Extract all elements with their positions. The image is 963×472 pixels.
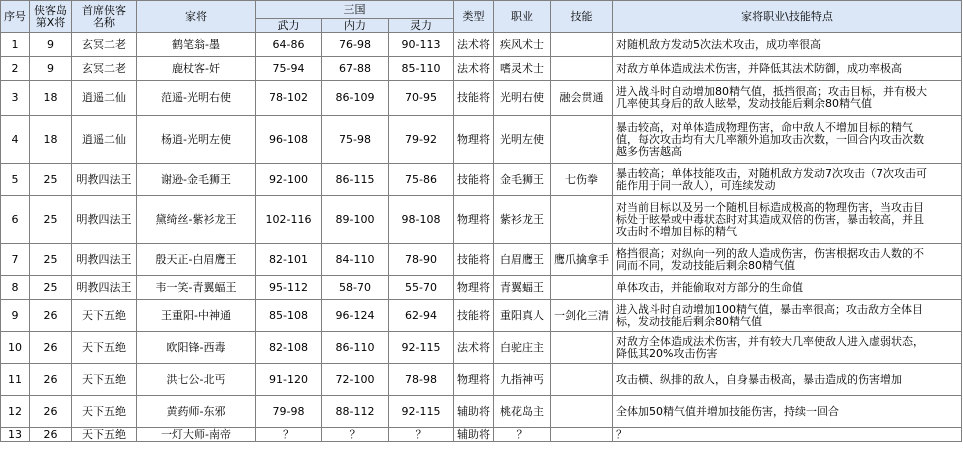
cell-wuli[interactable]: 75-94 (256, 57, 322, 81)
cell-chief-name[interactable]: 明教四法王 (72, 196, 137, 244)
cell-lingli[interactable]: 98-108 (389, 196, 454, 244)
cell-island-rank[interactable]: 18 (30, 81, 72, 116)
cell-type[interactable]: 法术将 (454, 33, 494, 57)
cell-wuli[interactable]: ？ (256, 428, 322, 442)
cell-type[interactable]: 物理将 (454, 116, 494, 164)
cell-type[interactable]: 技能将 (454, 81, 494, 116)
cell-lingli[interactable]: 78-90 (389, 244, 454, 276)
cell-neili[interactable]: 89-100 (322, 196, 389, 244)
cell-skill[interactable]: 融会贯通 (551, 81, 613, 116)
header-job: 职业 (494, 1, 551, 33)
desc-line: 暴击较高；单体技能攻击，对随机敌方发动7次攻击（7次攻击可 (616, 166, 927, 180)
cell-lingli[interactable]: 55-70 (389, 276, 454, 300)
cell-desc[interactable] (613, 116, 962, 164)
cell-wuli[interactable]: 92-100 (256, 164, 322, 196)
header-type: 类型 (454, 1, 494, 33)
header-wuli: 武力 (256, 19, 322, 33)
cell-general[interactable]: 洪七公-北丐 (137, 364, 256, 396)
table-row (1, 428, 962, 442)
cell-desc[interactable] (613, 332, 962, 364)
table-row (1, 276, 962, 300)
cell-desc[interactable] (613, 81, 962, 116)
cell-lingli[interactable]: 79-92 (389, 116, 454, 164)
desc-line: 攻击时不增加目标的精气 (616, 224, 737, 238)
header-sanguo: 三国 (256, 1, 454, 19)
desc-line: 对随机敌方发动5次法术攻击，成功率很高 (616, 37, 821, 51)
cell-island-rank[interactable]: 25 (30, 244, 72, 276)
desc-line: 值，每次攻击均有大几率额外追加攻击次数，一回合内攻击次数 (616, 132, 924, 146)
cell-job[interactable]: 白驼庄主 (494, 332, 551, 364)
table-row (1, 364, 962, 396)
cell-skill[interactable] (551, 276, 613, 300)
cell-no[interactable]: 10 (1, 332, 30, 364)
cell-general[interactable]: 鹿杖客-奸 (137, 57, 256, 81)
desc-line: 标处于眩晕或中毒状态时对其造成双倍的伤害，暴击较高，并且 (616, 212, 924, 226)
cell-skill[interactable] (551, 332, 613, 364)
cell-lingli[interactable]: 70-95 (389, 81, 454, 116)
desc-line: 几率使其身后的敌人眩晕，发动技能后剩余80精气值 (616, 97, 872, 110)
desc-line: 对敌方单体造成法术伤害，并降低其法术防御，成功率极高 (616, 61, 902, 75)
desc-line: 全体加50精气值并增加技能伤害，持续一回合 (616, 404, 839, 418)
table-row (1, 116, 962, 164)
desc-line: 降低其20%攻击伤害 (616, 346, 718, 360)
cell-no[interactable]: 2 (1, 57, 30, 81)
cell-neili[interactable]: 88-112 (322, 396, 389, 428)
cell-neili[interactable]: 75-98 (322, 116, 389, 164)
cell-island-rank[interactable]: 26 (30, 300, 72, 332)
cell-skill[interactable] (551, 196, 613, 244)
cell-wuli[interactable]: 96-108 (256, 116, 322, 164)
desc-line: 攻击横、纵排的敌人，自身暴击极高，暴击造成的伤害增加 (616, 372, 902, 386)
cell-no[interactable]: 12 (1, 396, 30, 428)
cell-type[interactable]: 物理将 (454, 364, 494, 396)
cell-wuli[interactable]: 79-98 (256, 396, 322, 428)
cell-no[interactable]: 11 (1, 364, 30, 396)
cell-no[interactable]: 3 (1, 81, 30, 116)
cell-skill[interactable] (551, 428, 613, 442)
cell-wuli[interactable]: 95-112 (256, 276, 322, 300)
cell-job[interactable]: 白眉鹰王 (494, 244, 551, 276)
cell-lingli[interactable]: ？ (389, 428, 454, 442)
cell-desc[interactable] (613, 57, 962, 81)
cell-chief-name[interactable]: 明教四法王 (72, 244, 137, 276)
cell-desc[interactable] (613, 33, 962, 57)
cell-job[interactable]: 桃花岛主 (494, 396, 551, 428)
cell-chief-name[interactable]: 玄冥二老 (72, 33, 137, 57)
cell-skill[interactable] (551, 396, 613, 428)
cell-job[interactable]: ？ (494, 428, 551, 442)
cell-desc[interactable] (613, 428, 962, 442)
cell-general[interactable]: 王重阳-中神通 (137, 300, 256, 332)
cell-no[interactable]: 1 (1, 33, 30, 57)
cell-chief-name[interactable]: 逍遥二仙 (72, 81, 137, 116)
cell-lingli[interactable]: 62-94 (389, 300, 454, 332)
cell-type[interactable]: 技能将 (454, 244, 494, 276)
table-row (1, 57, 962, 81)
cell-general[interactable]: 欧阳锋-西毒 (137, 332, 256, 364)
cell-desc[interactable] (613, 396, 962, 428)
cell-lingli[interactable]: 78-98 (389, 364, 454, 396)
cell-job[interactable]: 九指神丐 (494, 364, 551, 396)
cell-skill[interactable] (551, 33, 613, 57)
cell-island-rank[interactable]: 26 (30, 396, 72, 428)
desc-line: 对当前目标以及另一个随机目标造成极高的物理伤害，当攻击目 (616, 200, 924, 214)
desc-line: 暴击较高，对单体造成物理伤害，命中敌人不增加目标的精气 (616, 120, 913, 134)
table-row (1, 332, 962, 364)
cell-general[interactable]: 鹤笔翁-墨 (137, 33, 256, 57)
cell-type[interactable]: 辅助将 (454, 428, 494, 442)
cell-island-rank[interactable]: 25 (30, 164, 72, 196)
table-row (1, 244, 962, 276)
cell-island-rank[interactable]: 26 (30, 428, 72, 442)
cell-desc[interactable] (613, 164, 962, 196)
header-desc: 家将职业\技能特点 (613, 1, 962, 33)
desc-line: 能作用于同一敌人），可连续发动 (616, 178, 776, 192)
cell-chief-name[interactable]: 明教四法王 (72, 276, 137, 300)
cell-lingli[interactable]: 92-115 (389, 332, 454, 364)
table-row (1, 164, 962, 196)
cell-island-rank[interactable]: 18 (30, 116, 72, 164)
desc-line: 格挡很高；对纵向一列的敌人造成伤害，伤害根据攻击人数的不 (616, 246, 924, 260)
cell-skill[interactable] (551, 116, 613, 164)
cell-lingli[interactable]: 90-113 (389, 33, 454, 57)
table-body (1, 33, 962, 442)
cell-neili[interactable]: 96-124 (322, 300, 389, 332)
cell-general[interactable]: 殷天正-白眉鹰王 (137, 244, 256, 276)
cell-general[interactable]: 黄药师-东邪 (137, 396, 256, 428)
cell-general[interactable]: 谢逊-金毛狮王 (137, 164, 256, 196)
cell-chief-name[interactable]: 逍遥二仙 (72, 116, 137, 164)
desc-line: 越多伤害越高 (616, 144, 682, 158)
cell-type[interactable]: 技能将 (454, 300, 494, 332)
cell-type[interactable]: 法术将 (454, 332, 494, 364)
desc-line: 进入战斗时自动增加80精气值，抵挡很高；攻击目标，并有极大 (616, 85, 927, 98)
cell-chief-name[interactable]: 玄冥二老 (72, 57, 137, 81)
cell-skill[interactable]: 一剑化三清 (551, 300, 613, 332)
cell-chief-name[interactable]: 天下五绝 (72, 332, 137, 364)
cell-skill[interactable]: 七伤拳 (551, 164, 613, 196)
table-row (1, 300, 962, 332)
cell-neili[interactable]: 72-100 (322, 364, 389, 396)
cell-wuli[interactable]: 91-120 (256, 364, 322, 396)
cell-general[interactable]: 一灯大师-南帝 (137, 428, 256, 442)
cell-neili[interactable]: 67-88 (322, 57, 389, 81)
cell-desc[interactable] (613, 300, 962, 332)
cell-no[interactable]: 13 (1, 428, 30, 442)
cell-type[interactable]: 辅助将 (454, 396, 494, 428)
cell-wuli[interactable]: 85-108 (256, 300, 322, 332)
cell-lingli[interactable]: 85-110 (389, 57, 454, 81)
header-lingli: 灵力 (389, 19, 454, 33)
cell-island-rank[interactable]: 26 (30, 364, 72, 396)
cell-neili[interactable]: 86-109 (322, 81, 389, 116)
cell-wuli[interactable]: 78-102 (256, 81, 322, 116)
cell-job[interactable]: 光明左使 (494, 116, 551, 164)
cell-desc[interactable] (613, 244, 962, 276)
cell-no[interactable]: 4 (1, 116, 30, 164)
cell-neili[interactable]: 58-70 (322, 276, 389, 300)
cell-general[interactable]: 黛绮丝-紫衫龙王 (137, 196, 256, 244)
desc-line: 标，发动技能后剩余80精气值 (616, 314, 762, 328)
header-chief-name: 首席侠客 名称 (72, 1, 137, 33)
table-row (1, 196, 962, 244)
cell-island-rank[interactable]: 9 (30, 33, 72, 57)
desc-line: 同而不同，发动技能后剩余80精气值 (616, 258, 795, 272)
cell-neili[interactable]: 76-98 (322, 33, 389, 57)
cell-wuli[interactable]: 82-108 (256, 332, 322, 364)
desc-line: ？ (616, 427, 627, 441)
table-row (1, 33, 962, 57)
cell-job[interactable]: 嗜灵术士 (494, 57, 551, 81)
cell-no[interactable]: 9 (1, 300, 30, 332)
cell-no[interactable]: 5 (1, 164, 30, 196)
cell-type[interactable]: 法术将 (454, 57, 494, 81)
desc-line: 单体攻击，并能偷取对方部分的生命值 (616, 280, 803, 294)
cell-island-rank[interactable]: 26 (30, 332, 72, 364)
cell-chief-name[interactable]: 天下五绝 (72, 364, 137, 396)
cell-chief-name[interactable]: 明教四法王 (72, 164, 137, 196)
cell-skill[interactable] (551, 57, 613, 81)
desc-line: 进入战斗时自动增加100精气值，暴击率很高；攻击敌方全体目 (616, 302, 923, 316)
cell-no[interactable]: 8 (1, 276, 30, 300)
cell-neili[interactable]: ？ (322, 428, 389, 442)
cell-chief-name[interactable]: 天下五绝 (72, 428, 137, 442)
cell-wuli[interactable]: 102-116 (256, 196, 322, 244)
cell-island-rank[interactable]: 9 (30, 57, 72, 81)
cell-lingli[interactable]: 92-115 (389, 396, 454, 428)
cell-island-rank[interactable]: 25 (30, 196, 72, 244)
cell-job[interactable]: 金毛狮王 (494, 164, 551, 196)
cell-desc[interactable] (613, 364, 962, 396)
cell-job[interactable]: 紫衫龙王 (494, 196, 551, 244)
cell-skill[interactable] (551, 364, 613, 396)
header-island-rank: 侠客岛 第X将 (30, 1, 72, 33)
cell-job[interactable]: 青翼蝠王 (494, 276, 551, 300)
cell-type[interactable]: 技能将 (454, 164, 494, 196)
cell-job[interactable]: 疾风术士 (494, 33, 551, 57)
cell-wuli[interactable]: 82-101 (256, 244, 322, 276)
cell-wuli[interactable]: 64-86 (256, 33, 322, 57)
cell-chief-name[interactable]: 天下五绝 (72, 396, 137, 428)
cell-neili[interactable]: 86-110 (322, 332, 389, 364)
header-neili: 内力 (322, 19, 389, 33)
cell-neili[interactable]: 86-115 (322, 164, 389, 196)
cell-general[interactable]: 杨逍-光明左使 (137, 116, 256, 164)
cell-lingli[interactable]: 75-86 (389, 164, 454, 196)
cell-no[interactable]: 6 (1, 196, 30, 244)
header-general: 家将 (137, 1, 256, 33)
cell-no[interactable]: 7 (1, 244, 30, 276)
desc-line: 对敌方全体造成法术伤害，并有较大几率使敌人进入虚弱状态， (616, 334, 924, 348)
cell-skill[interactable]: 鹰爪擒拿手 (551, 244, 613, 276)
header-no: 序号 (1, 1, 30, 33)
header-skill: 技能 (551, 1, 613, 33)
cell-job[interactable]: 光明右使 (494, 81, 551, 116)
cell-chief-name[interactable]: 天下五绝 (72, 300, 137, 332)
cell-neili[interactable]: 84-110 (322, 244, 389, 276)
cell-type[interactable]: 物理将 (454, 196, 494, 244)
cell-island-rank[interactable]: 25 (30, 276, 72, 300)
table-row (1, 396, 962, 428)
cell-job[interactable]: 重阳真人 (494, 300, 551, 332)
cell-type[interactable]: 物理将 (454, 276, 494, 300)
cell-general[interactable]: 韦一笑-青翼蝠王 (137, 276, 256, 300)
table-row (1, 81, 962, 116)
cell-desc[interactable] (613, 276, 962, 300)
cell-desc[interactable] (613, 196, 962, 244)
cell-general[interactable]: 范遥-光明右使 (137, 81, 256, 116)
